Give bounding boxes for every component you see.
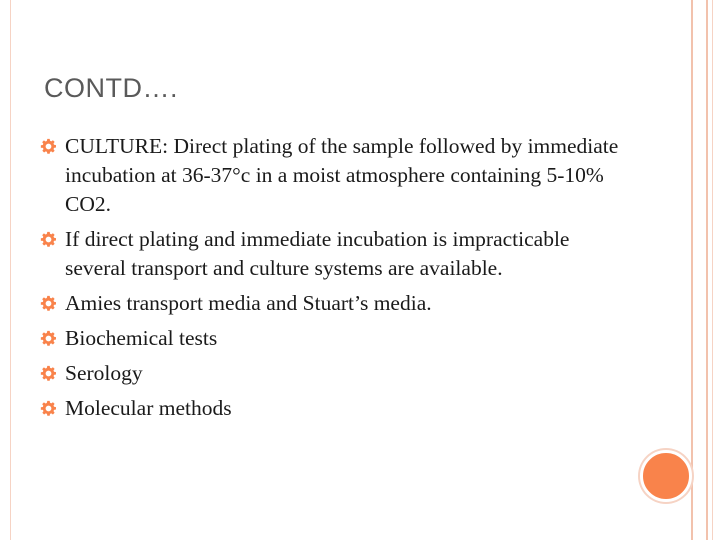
- gear-icon: [40, 295, 57, 312]
- gear-icon: [40, 330, 57, 347]
- gear-icon: [40, 138, 57, 155]
- right-border-line-inner: [706, 0, 708, 540]
- gear-icon: [40, 365, 57, 382]
- left-border-line: [10, 0, 11, 540]
- right-border-line-outer: [691, 0, 693, 540]
- bullet-item: [40, 394, 620, 423]
- bullet-item: [40, 324, 620, 353]
- gear-icon: [40, 400, 57, 417]
- gear-icon: [40, 231, 57, 248]
- bullet-text: If direct plating and immediate incubation is impracticable several transport and culture systems are available.: [65, 227, 570, 280]
- bullet-text: Biochemical tests: [65, 326, 218, 350]
- slide-title: CONTD….: [44, 73, 178, 103]
- bullet-text: Molecular methods: [65, 396, 232, 420]
- bullet-text: Amies transport media and Stuart’s media.: [65, 291, 432, 315]
- bullet-item: [40, 359, 620, 388]
- decorative-circle: [640, 450, 692, 502]
- bullet-list: [40, 132, 620, 429]
- bullet-item: [40, 289, 620, 318]
- right-border-line-edge: [712, 0, 713, 540]
- bullet-text: Serology: [65, 361, 143, 385]
- bullet-text: CULTURE: Direct plating of the sample followed by immediate incubation at 36-37°c in a moist atmosphere containing 5-10% CO2.: [65, 134, 619, 216]
- bullet-item: [40, 225, 620, 283]
- bullet-item: [40, 132, 620, 219]
